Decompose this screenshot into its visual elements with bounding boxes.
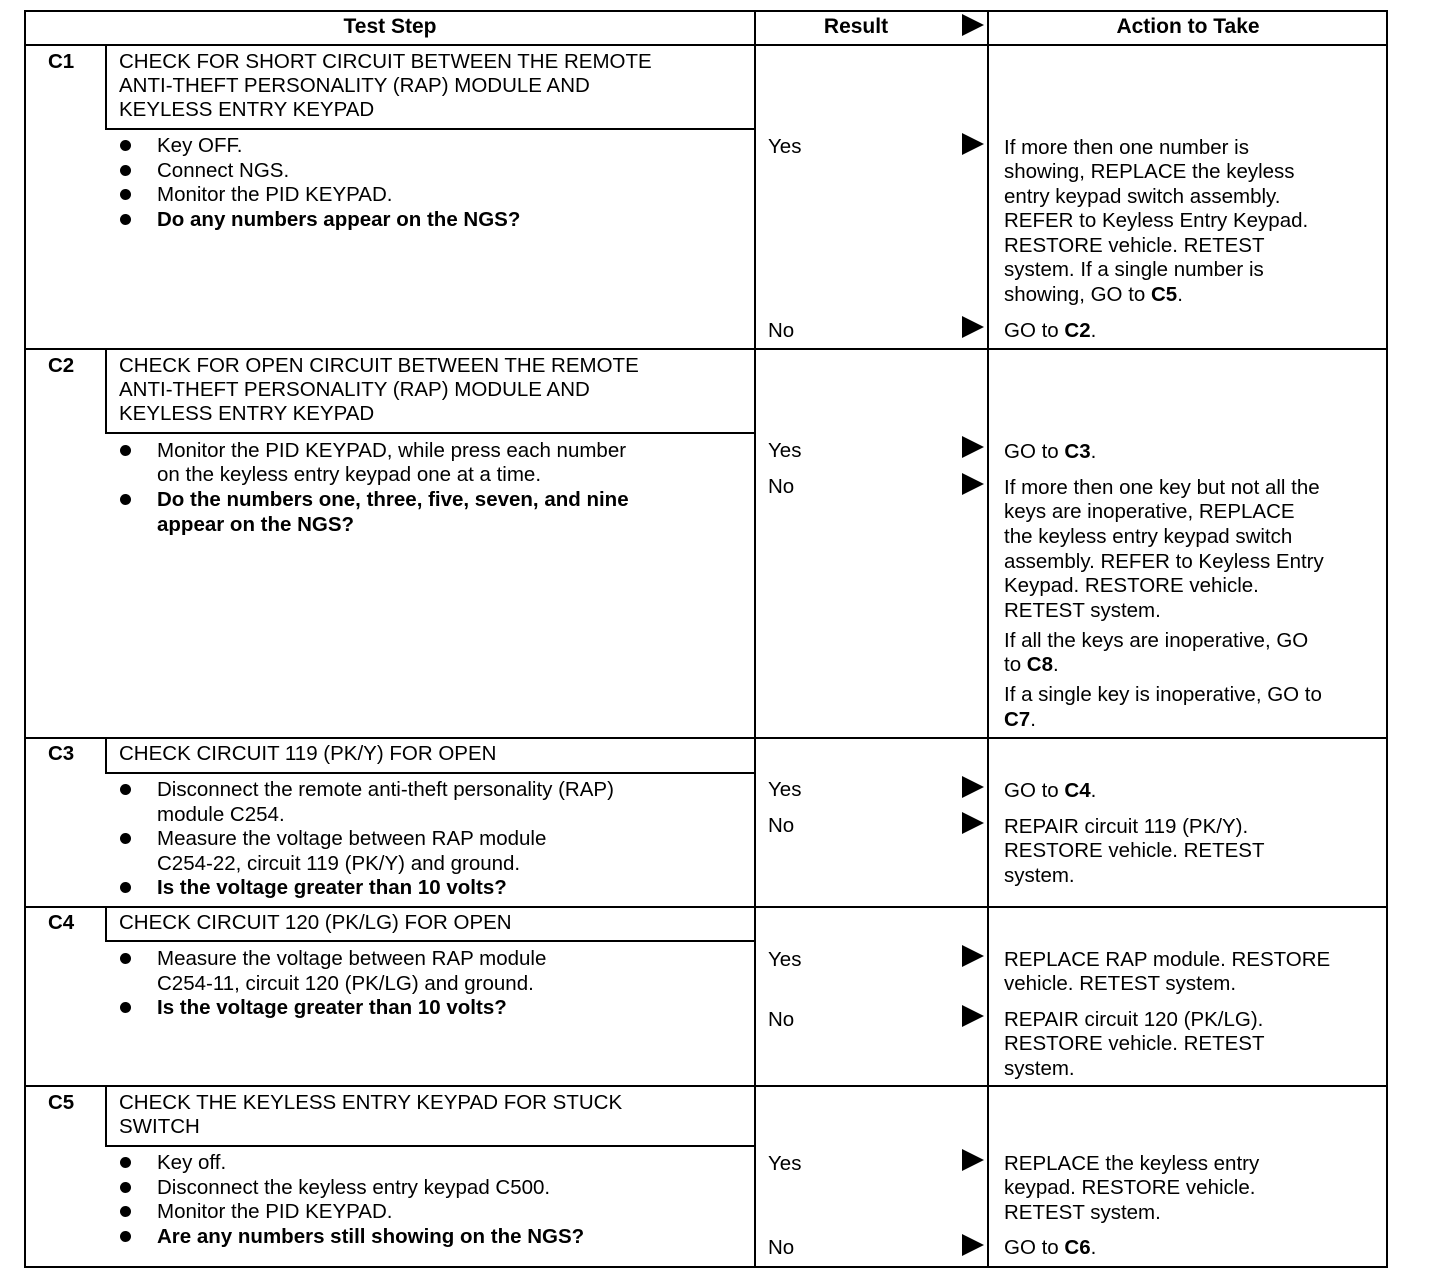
c2-no-arrow-icon xyxy=(962,473,984,495)
c2-title-line-1: CHECK FOR OPEN CIRCUIT BETWEEN THE REMOTE xyxy=(119,354,639,377)
header-result: Result xyxy=(823,15,889,38)
c5-yes-arrow-icon xyxy=(962,1149,984,1171)
c4-no-arrow-icon xyxy=(962,1005,984,1027)
c1-no-arrow-icon xyxy=(962,316,984,338)
c5-title-divider xyxy=(106,1145,756,1147)
c1-yes-arrow-icon xyxy=(962,133,984,155)
bullet-icon xyxy=(120,189,131,200)
c4-title-divider xyxy=(106,940,756,942)
c5-step-3: Monitor the PID KEYPAD. xyxy=(157,1200,393,1223)
c4-title: CHECK CIRCUIT 120 (PK/LG) FOR OPEN xyxy=(119,911,512,934)
c5-title-line-2: SWITCH xyxy=(119,1115,200,1138)
c2-question-line-2: appear on the NGS? xyxy=(157,513,355,536)
c1-yes-action-2: showing, REPLACE the keyless xyxy=(1004,160,1295,183)
result-column-divider xyxy=(754,10,756,1268)
c2-no-action-1: If more then one key but not all the xyxy=(1004,476,1320,499)
action-column-divider xyxy=(987,10,989,1268)
c5-step-2: Disconnect the keyless entry keypad C500. xyxy=(157,1176,551,1199)
c1-yes-action-3: entry keypad switch assembly. xyxy=(1004,185,1281,208)
c1-no-action: GO to C2. xyxy=(1004,319,1097,342)
c5-yes-label: Yes xyxy=(768,1152,802,1175)
c1-step-1: Key OFF. xyxy=(157,134,243,157)
c1-step-3: Monitor the PID KEYPAD. xyxy=(157,183,393,206)
c3-step-1-line-1: Disconnect the remote anti-theft personality (RAP) xyxy=(157,778,614,801)
c1-yes-action-4: REFER to Keyless Entry Keypad. xyxy=(1004,209,1309,232)
c3-no-action-3: system. xyxy=(1004,864,1075,887)
c5-title-line-1: CHECK THE KEYLESS ENTRY KEYPAD FOR STUCK xyxy=(119,1091,623,1114)
c3-no-label: No xyxy=(768,814,795,837)
header-action: Action to Take xyxy=(1116,15,1260,38)
c2-yes-arrow-icon xyxy=(962,436,984,458)
c4-step-1-line-2: C254-11, circuit 120 (PK/LG) and ground. xyxy=(157,972,534,995)
c2-question-line-1: Do the numbers one, three, five, seven, and nine xyxy=(157,488,629,511)
bullet-icon xyxy=(120,1157,131,1168)
c2-no-action-all-2: to C8. xyxy=(1004,653,1059,676)
diagnostic-table xyxy=(24,10,1388,1268)
c2-title-line-3: KEYLESS ENTRY KEYPAD xyxy=(119,402,375,425)
c2-no-action-5: Keypad. RESTORE vehicle. xyxy=(1004,574,1259,597)
c5-no-arrow-icon xyxy=(962,1234,984,1256)
c3-question: Is the voltage greater than 10 volts? xyxy=(157,876,507,899)
c3-yes-label: Yes xyxy=(768,778,802,801)
c1-title-line-3: KEYLESS ENTRY KEYPAD xyxy=(119,98,375,121)
c3-no-action-2: RESTORE vehicle. RETEST xyxy=(1004,839,1265,862)
bullet-icon xyxy=(120,214,131,225)
c5-id-divider xyxy=(105,1086,107,1147)
c4-step-id: C4 xyxy=(48,911,75,934)
c2-id-divider xyxy=(105,349,107,434)
c4-divider xyxy=(24,1085,1388,1087)
c1-yes-action-6: system. If a single number is xyxy=(1004,258,1264,281)
bullet-icon xyxy=(120,494,131,505)
c1-title-line-1: CHECK FOR SHORT CIRCUIT BETWEEN THE REMOTE xyxy=(119,50,652,73)
c2-yes-label: Yes xyxy=(768,439,802,462)
c4-no-action-3: system. xyxy=(1004,1057,1075,1080)
bullet-icon xyxy=(120,165,131,176)
bullet-icon xyxy=(120,1002,131,1013)
c2-no-action-4: assembly. REFER to Keyless Entry xyxy=(1004,550,1324,573)
c2-no-action-3: the keyless entry keypad switch xyxy=(1004,525,1293,548)
c1-title-line-2: ANTI-THEFT PERSONALITY (RAP) MODULE AND xyxy=(119,74,590,97)
c3-title-divider xyxy=(106,772,756,774)
c5-step-id: C5 xyxy=(48,1091,75,1114)
c2-step-id: C2 xyxy=(48,354,75,377)
c2-title-line-2: ANTI-THEFT PERSONALITY (RAP) MODULE AND xyxy=(119,378,590,401)
bullet-icon xyxy=(120,1182,131,1193)
c3-no-arrow-icon xyxy=(962,812,984,834)
c3-yes-action: GO to C4. xyxy=(1004,779,1097,802)
c1-step-2: Connect NGS. xyxy=(157,159,290,182)
c5-no-action: GO to C6. xyxy=(1004,1236,1097,1259)
c1-yes-action-1: If more then one number is xyxy=(1004,136,1249,159)
c3-title: CHECK CIRCUIT 119 (PK/Y) FOR OPEN xyxy=(119,742,497,765)
c3-step-2-line-1: Measure the voltage between RAP module xyxy=(157,827,547,850)
c2-step-1-line-1: Monitor the PID KEYPAD, while press each number xyxy=(157,439,627,462)
bullet-icon xyxy=(120,140,131,151)
c3-step-2-line-2: C254-22, circuit 119 (PK/Y) and ground. xyxy=(157,852,521,875)
c2-no-action-single-1: If a single key is inoperative, GO to xyxy=(1004,683,1322,706)
c4-yes-action-1: REPLACE RAP module. RESTORE xyxy=(1004,948,1331,971)
c5-no-label: No xyxy=(768,1236,795,1259)
c4-yes-action-2: vehicle. RETEST system. xyxy=(1004,972,1237,995)
header-divider xyxy=(24,44,1388,46)
c4-yes-arrow-icon xyxy=(962,945,984,967)
header-arrow-icon xyxy=(962,14,984,36)
c1-divider xyxy=(24,348,1388,350)
bullet-icon xyxy=(120,1231,131,1242)
bullet-icon xyxy=(120,953,131,964)
c1-no-label: No xyxy=(768,319,795,342)
c3-step-id: C3 xyxy=(48,742,75,765)
c1-title-divider xyxy=(106,128,756,130)
c4-yes-label: Yes xyxy=(768,948,802,971)
c3-divider xyxy=(24,906,1388,908)
c4-no-label: No xyxy=(768,1008,795,1031)
c2-title-divider xyxy=(106,432,756,434)
bullet-icon xyxy=(120,445,131,456)
c2-no-action-all-1: If all the keys are inoperative, GO xyxy=(1004,629,1309,652)
c3-id-divider xyxy=(105,738,107,774)
bullet-icon xyxy=(120,882,131,893)
c2-no-action-2: keys are inoperative, REPLACE xyxy=(1004,500,1295,523)
c2-no-label: No xyxy=(768,475,795,498)
c5-step-1: Key off. xyxy=(157,1151,227,1174)
c1-id-divider xyxy=(105,45,107,130)
c1-question: Do any numbers appear on the NGS? xyxy=(157,208,521,231)
bullet-icon xyxy=(120,1206,131,1217)
c2-no-action-single-2: C7. xyxy=(1004,708,1036,731)
c4-question: Is the voltage greater than 10 volts? xyxy=(157,996,507,1019)
bullet-icon xyxy=(120,833,131,844)
c1-yes-action-5: RESTORE vehicle. RETEST xyxy=(1004,234,1265,257)
c2-divider xyxy=(24,737,1388,739)
c5-yes-action-1: REPLACE the keyless entry xyxy=(1004,1152,1260,1175)
c3-yes-arrow-icon xyxy=(962,776,984,798)
c4-no-action-2: RESTORE vehicle. RETEST xyxy=(1004,1032,1265,1055)
c4-id-divider xyxy=(105,907,107,942)
c1-step-id: C1 xyxy=(48,50,75,73)
bullet-icon xyxy=(120,784,131,795)
c3-step-1-line-2: module C254. xyxy=(157,803,285,826)
c2-step-1-line-2: on the keyless entry keypad one at a time. xyxy=(157,463,542,486)
c5-yes-action-3: RETEST system. xyxy=(1004,1201,1161,1224)
c5-question: Are any numbers still showing on the NGS? xyxy=(157,1225,585,1248)
c5-yes-action-2: keypad. RESTORE vehicle. xyxy=(1004,1176,1256,1199)
c1-yes-label: Yes xyxy=(768,135,802,158)
header-test-step: Test Step xyxy=(343,15,437,38)
c1-yes-action-7: showing, GO to C5. xyxy=(1004,283,1183,306)
c4-no-action-1: REPAIR circuit 120 (PK/LG). xyxy=(1004,1008,1264,1031)
c4-step-1-line-1: Measure the voltage between RAP module xyxy=(157,947,547,970)
c2-no-action-6: RETEST system. xyxy=(1004,599,1161,622)
c2-yes-action: GO to C3. xyxy=(1004,440,1097,463)
c3-no-action-1: REPAIR circuit 119 (PK/Y). xyxy=(1004,815,1249,838)
